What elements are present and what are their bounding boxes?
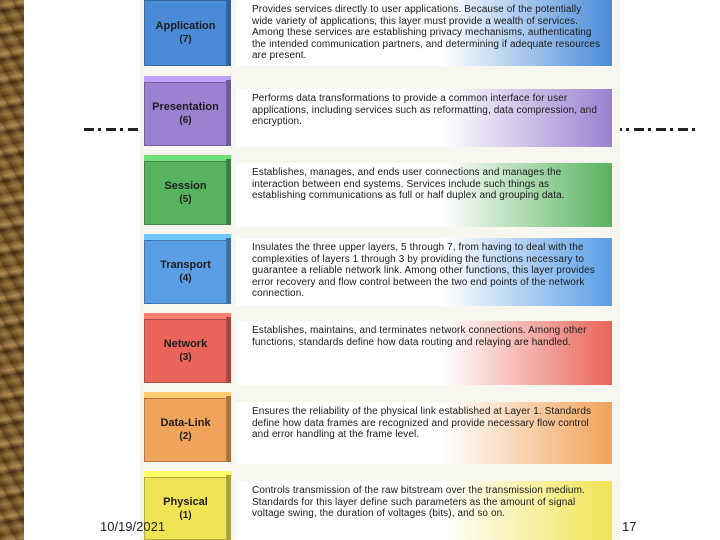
layer-block-face bbox=[144, 319, 227, 383]
layer-description: Establishes, manages, and ends user connections and manages the interaction between end systems. Services include such things as establishing communications as full or half duplex and grouping data. bbox=[252, 167, 565, 201]
layer-transport bbox=[140, 234, 620, 306]
layer-session bbox=[140, 155, 620, 227]
layer-description-box bbox=[236, 89, 612, 147]
layer-block-network bbox=[144, 313, 231, 383]
layer-description: Establishes, maintains, and terminates network connections. Among other functions, standards define how data routing and relaying are handled. bbox=[252, 325, 587, 348]
slide-date: 10/19/2021 bbox=[100, 519, 166, 534]
layer-description-box bbox=[236, 163, 612, 227]
layer-number: (6) bbox=[179, 115, 192, 126]
layer-description-box bbox=[236, 481, 612, 540]
layer-block-face bbox=[144, 161, 227, 225]
layer-data-link bbox=[140, 392, 620, 464]
layer-name: Data-Link bbox=[160, 417, 211, 429]
layer-block-session bbox=[144, 155, 231, 225]
layer-number: (7) bbox=[179, 34, 192, 45]
layer-description: Performs data transformations to provide a common interface for user applications, including services such as reformatting, data compression, and encryption. bbox=[252, 93, 597, 127]
layer-block-transport bbox=[144, 234, 231, 304]
layer-block-face bbox=[144, 240, 227, 304]
layer-description: Ensures the reliability of the physical link established at Layer 1. Standards define how data frames are recognized and provide necessary flow control and error handling at the frame level. bbox=[252, 406, 592, 440]
layer-network bbox=[140, 313, 620, 385]
layer-name: Application bbox=[155, 20, 216, 32]
layer-name: Session bbox=[164, 180, 207, 192]
layer-description-box bbox=[236, 0, 612, 66]
layer-number: (5) bbox=[179, 194, 192, 205]
osi-model-diagram bbox=[140, 0, 620, 540]
slide-page-number: 17 bbox=[622, 519, 637, 534]
layer-block-application bbox=[144, 0, 231, 66]
layer-name: Presentation bbox=[152, 101, 219, 113]
layer-description-box bbox=[236, 321, 612, 385]
layer-block-face bbox=[144, 0, 227, 66]
layer-block-face bbox=[144, 398, 227, 462]
layer-description: Provides services directly to user applications. Because of the potentially wide variety of applications, this layer must provide a wealth of services. Among these services are establishing privacy mechanisms, authenticating the intended communication partners, and determining if adequate resources are present. bbox=[252, 4, 601, 61]
layer-number: (3) bbox=[179, 352, 192, 363]
layer-presentation bbox=[140, 76, 620, 148]
layer-description-box bbox=[236, 402, 612, 464]
layer-block-face bbox=[144, 82, 227, 146]
layer-block-presentation bbox=[144, 76, 231, 146]
layer-name: Physical bbox=[163, 495, 208, 508]
layer-application bbox=[140, 0, 620, 70]
layer-description: Insulates the three upper layers, 5 through 7, from having to deal with the complexities of layers 1 through 3 by providing the functions necessary to guarantee a reliable network link. Among other functions, this layer provides error recovery and flow control between the two end points of the network connection. bbox=[252, 242, 595, 299]
layer-physical bbox=[140, 471, 620, 540]
layer-number: (2) bbox=[179, 431, 192, 442]
layer-description: Controls transmission of the raw bitstream over the transmission medium. Standards for this layer define such parameters as the amount of signal voltage swing, the duration of voltages (bits), and so on. bbox=[252, 485, 585, 519]
layer-block-data-link bbox=[144, 392, 231, 462]
layer-name: Transport bbox=[160, 259, 211, 271]
layer-description-box bbox=[236, 238, 612, 306]
right-divider-line bbox=[612, 128, 700, 131]
layer-name: Network bbox=[163, 338, 208, 350]
marble-texture bbox=[0, 0, 24, 540]
layer-number: (4) bbox=[179, 273, 192, 284]
left-divider-line bbox=[84, 128, 142, 131]
layer-number: (1) bbox=[179, 509, 192, 521]
